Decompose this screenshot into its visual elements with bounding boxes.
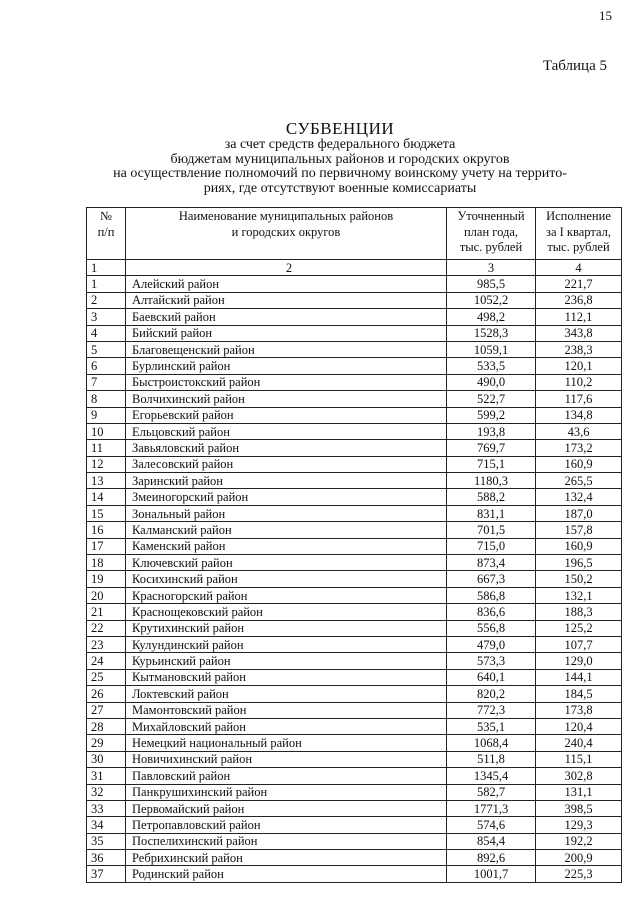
plan-value: 498,2 [447,309,536,325]
table-row [87,489,622,505]
plan-value: 667,3 [447,571,536,587]
table-row [87,522,622,538]
table-row [87,850,622,866]
row-number: 7 [87,374,126,390]
table-row [87,800,622,816]
plan-value: 522,7 [447,391,536,407]
plan-value: 582,7 [447,784,536,800]
row-number: 32 [87,784,126,800]
district-name: Быстроистокский район [126,374,447,390]
row-number: 9 [87,407,126,423]
row-number: 31 [87,768,126,784]
plan-value: 1528,3 [447,325,536,341]
column-number: 2 [126,260,447,276]
header-execution: Исполнение за I квартал, тыс. рублей [536,208,622,260]
row-number: 37 [87,866,126,882]
page-number: 15 [599,8,612,23]
row-number: 21 [87,604,126,620]
column-number: 3 [447,260,536,276]
table-row [87,374,622,390]
row-number: 24 [87,653,126,669]
plan-value: 490,0 [447,374,536,390]
plan-value: 701,5 [447,522,536,538]
district-name: Каменский район [126,538,447,554]
plan-value: 820,2 [447,686,536,702]
table-row [87,538,622,554]
plan-value: 772,3 [447,702,536,718]
district-name: Змеиногорский район [126,489,447,505]
table-row [87,440,622,456]
row-number: 35 [87,833,126,849]
table-row [87,620,622,636]
plan-value: 715,1 [447,456,536,472]
execution-value: 43,6 [536,423,622,439]
table-row [87,391,622,407]
table-row [87,718,622,734]
row-number: 17 [87,538,126,554]
plan-value: 533,5 [447,358,536,374]
plan-value: 1059,1 [447,341,536,357]
row-number: 33 [87,800,126,816]
row-number: 16 [87,522,126,538]
row-number: 29 [87,735,126,751]
execution-value: 110,2 [536,374,622,390]
row-number: 3 [87,309,126,325]
execution-value: 200,9 [536,850,622,866]
row-number: 19 [87,571,126,587]
district-name: Косихинский район [126,571,447,587]
header-name: Наименование муниципальных районов и городских округов [126,208,447,260]
plan-value: 479,0 [447,636,536,652]
plan-value: 1001,7 [447,866,536,882]
execution-value: 238,3 [536,341,622,357]
row-number: 22 [87,620,126,636]
district-name: Завьяловский район [126,440,447,456]
execution-value: 265,5 [536,473,622,489]
plan-value: 1052,2 [447,292,536,308]
column-number: 4 [536,260,622,276]
subventions-table [86,207,622,883]
table-row [87,555,622,571]
district-name: Ребрихинский район [126,850,447,866]
execution-value: 120,1 [536,358,622,374]
execution-value: 187,0 [536,505,622,521]
table-header-row [87,208,622,260]
row-number: 8 [87,391,126,407]
plan-value: 854,4 [447,833,536,849]
district-name: Курьинский район [126,653,447,669]
district-name: Немецкий национальный район [126,735,447,751]
document-heading [80,120,600,196]
heading-line-2: бюджетам муниципальных районов и городских округов [170,151,510,167]
row-number: 36 [87,850,126,866]
district-name: Алейский район [126,276,447,292]
table-row [87,456,622,472]
district-name: Зональный район [126,505,447,521]
execution-value: 107,7 [536,636,622,652]
plan-value: 1180,3 [447,473,536,489]
district-name: Петропавловский район [126,817,447,833]
table-row [87,473,622,489]
execution-value: 120,4 [536,718,622,734]
plan-value: 831,1 [447,505,536,521]
plan-value: 511,8 [447,751,536,767]
table-row [87,604,622,620]
row-number: 11 [87,440,126,456]
document-title: СУБВЕНЦИИ [285,119,395,138]
execution-value: 196,5 [536,555,622,571]
heading-line-3: на осуществление полномочий по первичному воинскому учету на террито- [113,166,567,181]
table-row [87,833,622,849]
district-name: Ключевский район [126,555,447,571]
row-number: 12 [87,456,126,472]
execution-value: 150,2 [536,571,622,587]
column-number-row [87,260,622,276]
row-number: 34 [87,817,126,833]
plan-value: 588,2 [447,489,536,505]
row-number: 4 [87,325,126,341]
district-name: Бурлинский район [126,358,447,374]
row-number: 6 [87,358,126,374]
district-name: Крутихинский район [126,620,447,636]
execution-value: 343,8 [536,325,622,341]
table-row [87,341,622,357]
execution-value: 134,8 [536,407,622,423]
table-row [87,325,622,341]
table-row [87,768,622,784]
plan-value: 1345,4 [447,768,536,784]
district-name: Калманский район [126,522,447,538]
table-row [87,587,622,603]
row-number: 18 [87,555,126,571]
column-number: 1 [87,260,126,276]
plan-value: 873,4 [447,555,536,571]
district-name: Ельцовский район [126,423,447,439]
plan-value: 985,5 [447,276,536,292]
district-name: Мамонтовский район [126,702,447,718]
table-row [87,276,622,292]
execution-value: 173,2 [536,440,622,456]
row-number: 20 [87,587,126,603]
row-number: 23 [87,636,126,652]
execution-value: 173,8 [536,702,622,718]
row-number: 26 [87,686,126,702]
plan-value: 535,1 [447,718,536,734]
district-name: Павловский район [126,768,447,784]
table-row [87,571,622,587]
table-row [87,636,622,652]
execution-value: 221,7 [536,276,622,292]
district-name: Новичихинский район [126,751,447,767]
district-name: Краснощековский район [126,604,447,620]
execution-value: 240,4 [536,735,622,751]
district-name: Первомайский район [126,800,447,816]
row-number: 2 [87,292,126,308]
execution-value: 115,1 [536,751,622,767]
plan-value: 769,7 [447,440,536,456]
table-row [87,751,622,767]
header-number: № п/п [87,208,126,260]
plan-value: 715,0 [447,538,536,554]
plan-value: 556,8 [447,620,536,636]
row-number: 10 [87,423,126,439]
execution-value: 117,6 [536,391,622,407]
row-number: 14 [87,489,126,505]
table-row [87,669,622,685]
execution-value: 129,3 [536,817,622,833]
plan-value: 599,2 [447,407,536,423]
table-row [87,292,622,308]
district-name: Егорьевский район [126,407,447,423]
table-row [87,817,622,833]
execution-value: 398,5 [536,800,622,816]
district-name: Заринский район [126,473,447,489]
table-row [87,358,622,374]
execution-value: 112,1 [536,309,622,325]
header-plan: Уточненный план года, тыс. рублей [447,208,536,260]
execution-value: 129,0 [536,653,622,669]
execution-value: 184,5 [536,686,622,702]
row-number: 1 [87,276,126,292]
district-name: Бийский район [126,325,447,341]
row-number: 30 [87,751,126,767]
row-number: 5 [87,341,126,357]
row-number: 28 [87,718,126,734]
plan-value: 193,8 [447,423,536,439]
heading-line-4: риях, где отсутствуют военные комиссариаты [203,180,477,196]
table-row [87,702,622,718]
table-label: Таблица 5 [542,58,607,74]
table-row [87,866,622,882]
execution-value: 188,3 [536,604,622,620]
row-number: 27 [87,702,126,718]
execution-value: 131,1 [536,784,622,800]
execution-value: 160,9 [536,538,622,554]
plan-value: 573,3 [447,653,536,669]
district-name: Баевский район [126,309,447,325]
plan-value: 836,6 [447,604,536,620]
table-row [87,784,622,800]
execution-value: 132,4 [536,489,622,505]
execution-value: 236,8 [536,292,622,308]
execution-value: 160,9 [536,456,622,472]
row-number: 13 [87,473,126,489]
execution-value: 132,1 [536,587,622,603]
plan-value: 640,1 [447,669,536,685]
row-number: 25 [87,669,126,685]
district-name: Залесовский район [126,456,447,472]
plan-value: 1771,3 [447,800,536,816]
district-name: Кытмановский район [126,669,447,685]
plan-value: 1068,4 [447,735,536,751]
execution-value: 125,2 [536,620,622,636]
table-row [87,653,622,669]
district-name: Михайловский район [126,718,447,734]
plan-value: 892,6 [447,850,536,866]
district-name: Алтайский район [126,292,447,308]
row-number: 15 [87,505,126,521]
execution-value: 192,2 [536,833,622,849]
district-name: Благовещенский район [126,341,447,357]
plan-value: 574,6 [447,817,536,833]
district-name: Панкрушихинский район [126,784,447,800]
table-row [87,686,622,702]
execution-value: 157,8 [536,522,622,538]
district-name: Кулундинский район [126,636,447,652]
district-name: Красногорский район [126,587,447,603]
plan-value: 586,8 [447,587,536,603]
execution-value: 144,1 [536,669,622,685]
district-name: Волчихинский район [126,391,447,407]
district-name: Поспелихинский район [126,833,447,849]
execution-value: 302,8 [536,768,622,784]
district-name: Локтевский район [126,686,447,702]
execution-value: 225,3 [536,866,622,882]
heading-line-1: за счет средств федерального бюджета [224,137,456,152]
table-row [87,735,622,751]
district-name: Родинский район [126,866,447,882]
table-row [87,423,622,439]
table-row [87,407,622,423]
table-row [87,505,622,521]
table-row [87,309,622,325]
